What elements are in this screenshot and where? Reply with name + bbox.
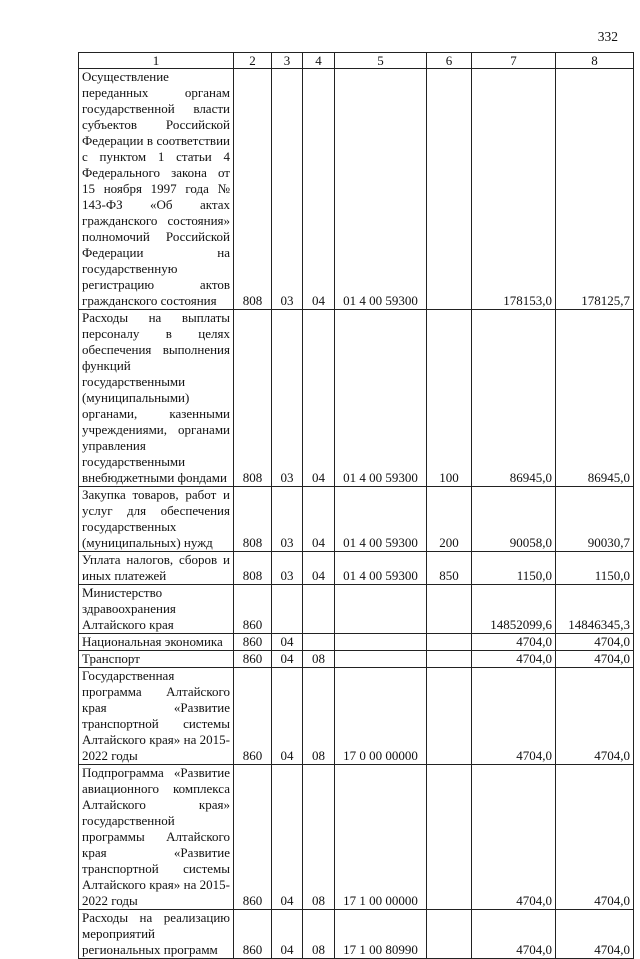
actual-amount-cell: 90030,7 [556, 487, 634, 552]
section-code-cell [272, 585, 303, 634]
subsection-code-cell: 08 [303, 651, 335, 668]
table-row [79, 585, 634, 634]
planned-amount-cell: 4704,0 [472, 668, 556, 765]
budget-table [78, 52, 634, 959]
row-name-cell: Уплата налогов, сборов и иных платежей [79, 552, 234, 585]
table-row [79, 634, 634, 651]
actual-amount-cell: 4704,0 [556, 651, 634, 668]
ministry-code-cell: 808 [234, 487, 272, 552]
page-number: 332 [597, 29, 618, 44]
ministry-code-cell: 860 [234, 651, 272, 668]
planned-amount-cell: 86945,0 [472, 310, 556, 487]
header-cell: 3 [272, 53, 303, 69]
planned-amount-cell: 4704,0 [472, 634, 556, 651]
expense-type-cell: 100 [427, 310, 472, 487]
row-name-cell: Расходы на выплаты персоналу в целях обеспечения выполнения функций государственными (муниципальными) органами, казенными учреждениями, органами управления государственными внебюджетными фондами [79, 310, 234, 487]
expense-type-cell [427, 634, 472, 651]
subsection-code-cell: 08 [303, 765, 335, 910]
planned-amount-cell: 4704,0 [472, 765, 556, 910]
section-code-cell: 03 [272, 69, 303, 310]
expense-type-cell [427, 69, 472, 310]
actual-amount-cell: 4704,0 [556, 668, 634, 765]
ministry-code-cell: 860 [234, 634, 272, 651]
header-cell: 8 [556, 53, 634, 69]
expense-type-cell: 200 [427, 487, 472, 552]
row-name-cell: Осуществление переданных органам государственной власти субъектов Российской Федерации в соответствии с пунктом 1 статьи 4 Федерального закона от 15 ноября 1997 года № 143-ФЗ «Об актах гражданского состояния» полномочий Российской Федерации на государственную регистрацию актов гражданского состояния [79, 69, 234, 310]
table-row [79, 668, 634, 765]
ministry-code-cell: 808 [234, 552, 272, 585]
row-name-cell: Расходы на реализацию мероприятий региональных программ [79, 910, 234, 959]
subsection-code-cell: 08 [303, 910, 335, 959]
subsection-code-cell [303, 634, 335, 651]
target-article-cell: 17 1 00 00000 [335, 765, 427, 910]
table-row [79, 765, 634, 910]
ministry-code-cell: 808 [234, 69, 272, 310]
planned-amount-cell: 178153,0 [472, 69, 556, 310]
table-row [79, 910, 634, 959]
target-article-cell: 01 4 00 59300 [335, 487, 427, 552]
header-cell: 7 [472, 53, 556, 69]
actual-amount-cell: 4704,0 [556, 765, 634, 910]
table-row [79, 651, 634, 668]
expense-type-cell: 850 [427, 552, 472, 585]
target-article-cell: 01 4 00 59300 [335, 552, 427, 585]
ministry-code-cell: 860 [234, 910, 272, 959]
ministry-code-cell: 808 [234, 310, 272, 487]
planned-amount-cell: 4704,0 [472, 651, 556, 668]
subsection-code-cell [303, 585, 335, 634]
actual-amount-cell: 14846345,3 [556, 585, 634, 634]
header-cell: 4 [303, 53, 335, 69]
actual-amount-cell: 178125,7 [556, 69, 634, 310]
header-cell: 5 [335, 53, 427, 69]
row-name-cell: Государственная программа Алтайского края «Развитие транспортной системы Алтайского края» на 2015-2022 годы [79, 668, 234, 765]
target-article-cell: 01 4 00 59300 [335, 310, 427, 487]
actual-amount-cell: 4704,0 [556, 634, 634, 651]
target-article-cell: 17 1 00 80990 [335, 910, 427, 959]
expense-type-cell [427, 910, 472, 959]
planned-amount-cell: 4704,0 [472, 910, 556, 959]
header-row [79, 53, 634, 69]
section-code-cell: 04 [272, 634, 303, 651]
section-code-cell: 04 [272, 668, 303, 765]
expense-type-cell [427, 651, 472, 668]
ministry-code-cell: 860 [234, 765, 272, 910]
table-row [79, 552, 634, 585]
section-code-cell: 03 [272, 487, 303, 552]
section-code-cell: 04 [272, 765, 303, 910]
row-name-cell: Подпрограмма «Развитие авиационного комплекса Алтайского края» государственной программы Алтайского края «Развитие транспортной системы Алтайского края» на 2015-2022 годы [79, 765, 234, 910]
header-cell: 2 [234, 53, 272, 69]
table-row [79, 310, 634, 487]
target-article-cell [335, 634, 427, 651]
expense-type-cell [427, 765, 472, 910]
planned-amount-cell: 90058,0 [472, 487, 556, 552]
ministry-code-cell: 860 [234, 585, 272, 634]
subsection-code-cell: 08 [303, 668, 335, 765]
table-row [79, 487, 634, 552]
subsection-code-cell: 04 [303, 487, 335, 552]
actual-amount-cell: 4704,0 [556, 910, 634, 959]
row-name-cell: Министерство здравоохранения Алтайского края [79, 585, 234, 634]
table-row [79, 69, 634, 310]
row-name-cell: Закупка товаров, работ и услуг для обеспечения государственных (муниципальных) нужд [79, 487, 234, 552]
planned-amount-cell: 14852099,6 [472, 585, 556, 634]
actual-amount-cell: 1150,0 [556, 552, 634, 585]
target-article-cell [335, 585, 427, 634]
row-name-cell: Транспорт [79, 651, 234, 668]
target-article-cell [335, 651, 427, 668]
actual-amount-cell: 86945,0 [556, 310, 634, 487]
section-code-cell: 04 [272, 651, 303, 668]
planned-amount-cell: 1150,0 [472, 552, 556, 585]
header-cell: 1 [79, 53, 234, 69]
section-code-cell: 03 [272, 552, 303, 585]
section-code-cell: 03 [272, 310, 303, 487]
subsection-code-cell: 04 [303, 552, 335, 585]
target-article-cell: 17 0 00 00000 [335, 668, 427, 765]
expense-type-cell [427, 585, 472, 634]
row-name-cell: Национальная экономика [79, 634, 234, 651]
target-article-cell: 01 4 00 59300 [335, 69, 427, 310]
header-cell: 6 [427, 53, 472, 69]
section-code-cell: 04 [272, 910, 303, 959]
expense-type-cell [427, 668, 472, 765]
subsection-code-cell: 04 [303, 69, 335, 310]
subsection-code-cell: 04 [303, 310, 335, 487]
ministry-code-cell: 860 [234, 668, 272, 765]
